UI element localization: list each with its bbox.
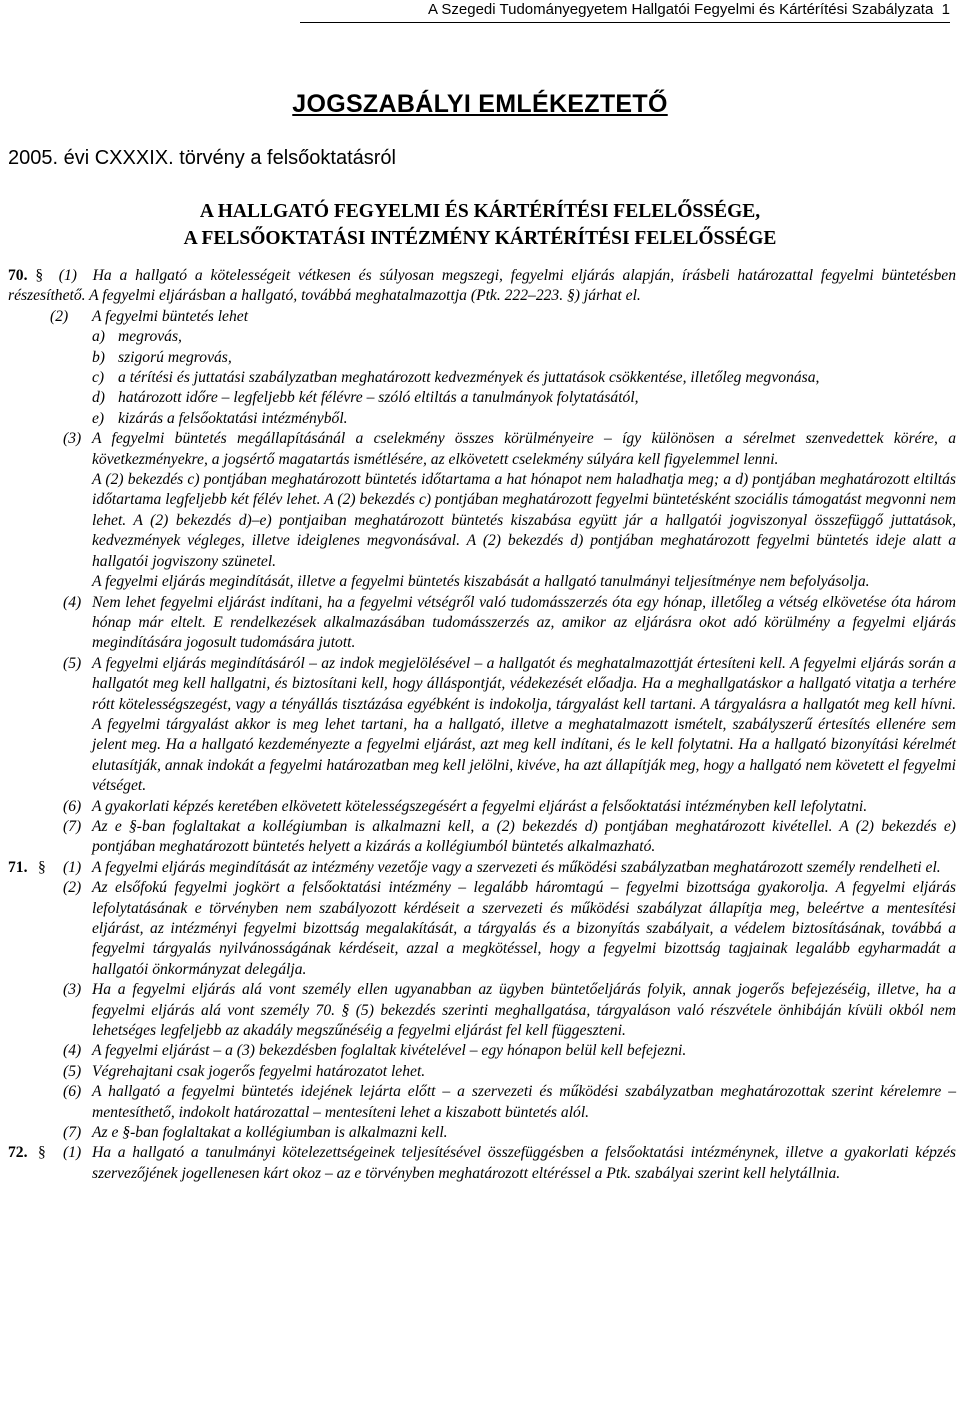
running-title: A Szegedi Tudományegyetem Hallgatói Fegyelmi és Kártérítési Szabályzata	[428, 1, 934, 18]
s70-p3-text: A fegyelmi büntetés megállapításánál a cselekmény összes körülményeire – így különösen a sérelmet szenvedettek körére, a következményekre, a jogsértő magatartás ismétlésére, az elkövetett cselekmény súlyára kell figyelemmel lenni.	[92, 430, 956, 468]
s71-p1-number: (1)	[63, 858, 82, 876]
s71-p7-text: Az e §-ban foglaltakat a kollégiumban is alkalmazni kell.	[92, 1124, 448, 1142]
item-text: a térítési és juttatási szabályzatban meghatározott kedvezmények és juttatások csökkentése, illetőleg megvonása,	[118, 369, 820, 387]
item-letter: a)	[92, 328, 105, 346]
s70-p1-number: (1)	[58, 267, 77, 284]
s70-number: 70.	[8, 267, 28, 284]
s71-p3-number: (3)	[63, 981, 82, 999]
s71-paragraph-5	[8, 1062, 956, 1082]
s70-section-sign: §	[35, 267, 44, 284]
s72-section-sign: §	[38, 1144, 46, 1162]
item-text: határozott időre – legfeljebb két félévre – szóló eltiltás a tanulmányok folytatásától,	[118, 389, 639, 407]
s71-p5-text: Végrehajtani csak jogerős fegyelmi határozatot lehet.	[92, 1062, 426, 1080]
s70-paragraph-1	[8, 266, 956, 307]
s70-p2-item-c	[8, 368, 956, 388]
s70-paragraph-3-continued-2: A fegyelmi eljárás megindítását, illetve a fegyelmi büntetés kiszabását a hallgató tanulmányi teljesítménye nem befolyásolja.	[92, 573, 870, 591]
s70-paragraph-5	[8, 654, 956, 797]
s71-p4-number: (4)	[63, 1042, 82, 1060]
s70-p2-item-b	[8, 348, 956, 368]
item-letter: c)	[92, 369, 105, 387]
s71-paragraph-1	[8, 858, 956, 878]
s70-paragraph-2	[8, 307, 956, 327]
law-title: 2005. évi CXXXIX. törvény a felsőoktatásról	[8, 147, 396, 169]
s70-paragraph-3	[8, 429, 956, 470]
s71-paragraph-7	[8, 1123, 956, 1143]
s70-p5-number: (5)	[63, 654, 82, 672]
s71-paragraph-2	[8, 878, 956, 980]
s70-p2-number: (2)	[50, 307, 69, 325]
s72-number: 72.	[8, 1144, 28, 1162]
item-text: megrovás,	[118, 328, 182, 346]
s70-p2-item-e	[8, 409, 956, 429]
s71-p7-number: (7)	[63, 1124, 82, 1142]
s70-p6-number: (6)	[63, 797, 82, 815]
s72-paragraph-1	[8, 1143, 956, 1184]
item-letter: d)	[92, 389, 105, 407]
page-number: 1	[941, 1, 950, 18]
s72-p1-number: (1)	[63, 1144, 82, 1162]
s71-p3-text: Ha a fegyelmi eljárás alá vont személy ellen ugyanabban az ügyben büntetőeljárás folyik, annak jogerős befejezéséig, illetve, ha a fegyelmi eljárás alá vont személy 70. § (5) bekezdés szerinti meghallgatása, tárgyaláson való részvétele önhibáján kívüli okból nem lehetséges legfeljebb az akadály megszűnéséig a fegyelmi eljárást fel kell függeszteni.	[92, 981, 956, 1040]
s71-section-sign: §	[38, 858, 46, 876]
s70-p7-number: (7)	[63, 817, 82, 835]
s70-paragraph-7	[8, 817, 956, 858]
item-letter: b)	[92, 348, 105, 366]
s70-p2-item-a	[8, 327, 956, 347]
s71-p6-number: (6)	[63, 1083, 82, 1101]
s70-p6-text: A gyakorlati képzés keretében elkövetett kötelességszegésért a fegyelmi eljárást a felsőoktatási intézményben kell lefolytatni.	[92, 797, 868, 815]
item-text: kizárás a felsőoktatási intézményből.	[118, 409, 348, 427]
s70-p5-text: A fegyelmi eljárás megindításáról – az indok megjelölésével – a hallgatót és meghatalmazottját értesíteni kell. A fegyelmi eljárás során a hallgatót meg kell hallgatni, és biztosítani kell, hogy álláspontját, védekezését előadja. Ha a meghallgatáskor a hallgató vitatja a terhére rótt kötelességszegést, vagy a tényállás tisztázása egyébként is indokolja, tárgyalást kell tartani. A tárgyalásra a hallgatót meg kell hívni. A fegyelmi tárgyalást akkor is meg lehet tartani, ha a hallgató, illetve a meghatalmazott ismételt, szabályszerű értesítés ellenére sem jelent meg. Ha a hallgató kezdeményezte a fegyelmi eljárást, azt meg kell indítani, és le kell folytatni. Ha a hallgató bizonyítási kérelmét elutasítják, annak indokát a fegyelmi határozatban meg kell jelölni, kivéve, ha azt állapítják meg, hogy a hallgató nem követett el fegyelmi vétséget.	[92, 654, 956, 795]
s70-paragraph-6	[8, 797, 956, 817]
s70-p2-text: A fegyelmi büntetés lehet	[92, 307, 249, 325]
s70-p3-number: (3)	[63, 430, 82, 448]
s70-p4-text: Nem lehet fegyelmi eljárást indítani, ha a fegyelmi vétségről való tudomásszerzés óta egy hónap, illetőleg a vétség elkövetése óta három hónap már eltelt. E rendelkezések alkalmazásában tudomásszerzés az, amikor az eljárásra okot adó körülmény a fegyelmi eljárás megindítására jogosult tudomására jutott.	[92, 593, 956, 652]
s71-p4-text: A fegyelmi eljárást – a (3) bekezdésben foglaltak kivételével – egy hónapon belül kell befejezni.	[92, 1042, 687, 1060]
s71-p2-number: (2)	[63, 879, 82, 897]
memo-title: JOGSZABÁLYI EMLÉKEZTETŐ	[292, 90, 668, 118]
section-heading-line-1: A HALLGATÓ FEGYELMI ÉS KÁRTÉRÍTÉSI FELELŐSSÉGE,	[199, 201, 761, 222]
s71-paragraph-4	[8, 1041, 956, 1061]
s70-p1-text: Ha a hallgató a kötelességeit vétkesen és súlyosan megszegi, fegyelmi eljárás alapján, írásbeli határozattal fegyelmi büntetésben részesíthető. A fegyelmi eljárásban a hallgató, továbbá meghatalmazottja (Ptk. 222–223. §) járhat el.	[8, 267, 957, 305]
item-letter: e)	[92, 409, 105, 427]
s71-paragraph-6	[8, 1082, 956, 1123]
s71-p1-text: A fegyelmi eljárás megindítását az intézmény vezetője vagy a szervezeti és működési szabályzatban meghatározott személy rendelheti el.	[92, 858, 941, 876]
s72-p1-text: Ha a hallgató a tanulmányi kötelezettségeinek teljesítésével összefüggésben a felsőoktatási intézménynek, illetve a gyakorlati képzés szervezőjének jogellenesen kárt okoz – az e törvényben meghatározott eltéréssel a Ptk. szabályai szerint kell helytállnia.	[92, 1144, 956, 1182]
item-text: szigorú megrovás,	[118, 348, 232, 366]
s70-p7-text: Az e §-ban foglaltakat a kollégiumban is alkalmazni kell, a (2) bekezdés d) pontjában meghatározott kivétellel. A (2) bekezdés e) pontjában meghatározott büntetés helyett a kizárás a kollégiumból büntetés alkalmazható.	[92, 817, 956, 856]
s71-number: 71.	[8, 858, 28, 876]
s71-p5-number: (5)	[63, 1062, 82, 1080]
s70-paragraph-3-continued-1: A (2) bekezdés c) pontjában meghatározott büntetés időtartama a hat hónapot nem haladhatja meg; a d) pontjában meghatározott eltiltás időtartama legfeljebb két félév lehet. A (2) bekezdés c) pontjában meghatározott fegyelmi büntetésként szociális támogatást megvonni nem lehet. A (2) bekezdés d)–e) pontjaiban meghatározott büntetés kiszabása együtt jár a hallgatói jogviszonyal összefüggő juttatások, kedvezmények végleges, illetve ideiglenes megvonásával. A (2) bekezdés d) pontjában meghatározott fegyelmi büntetés ideje alatt a hallgatói jogviszony szünetel.	[92, 471, 956, 570]
s70-p4-number: (4)	[63, 593, 82, 611]
section-heading	[0, 198, 960, 252]
running-header	[300, 0, 950, 23]
s70-paragraph-4	[8, 593, 956, 654]
s71-paragraph-3	[8, 980, 956, 1041]
s71-p6-text: A hallgató a fegyelmi büntetés idejének lejárta előtt – a szervezeti és működési szabályzatban meghatározottak szerint kérelemre – mentesíthető, indokolt határozattal – mentesíteni lehet a kiszabott büntetés alól.	[92, 1083, 956, 1121]
legal-text	[8, 266, 956, 1184]
s70-p2-item-d	[8, 388, 956, 408]
s71-p2-text: Az elsőfokú fegyelmi jogkört a felsőoktatási intézmény – legalább háromtagú – fegyelmi bizottsága gyakorolja. A fegyelmi eljárás lefolytatásának e törvényben nem szabályozott kérdéseit a szervezeti és működési szabályzat állapítja meg, beleértve a mentesítési eljárást, az intézményi fegyelmi bizottság megalakítását, a tárgyalás és a bizonyítás szabályait, a védelem biztosításának, továbbá a fegyelmi tárgyalás nyilvánosságának kérdéseit, azzal a megkötéssel, hogy a fegyelmi bizottság tagjainak legalább egyharmadát a hallgatói önkormányzat delegálja.	[92, 879, 956, 978]
section-heading-line-2: A FELSŐOKTATÁSI INTÉZMÉNY KÁRTÉRÍTÉSI FELELŐSSÉGE	[183, 228, 777, 249]
